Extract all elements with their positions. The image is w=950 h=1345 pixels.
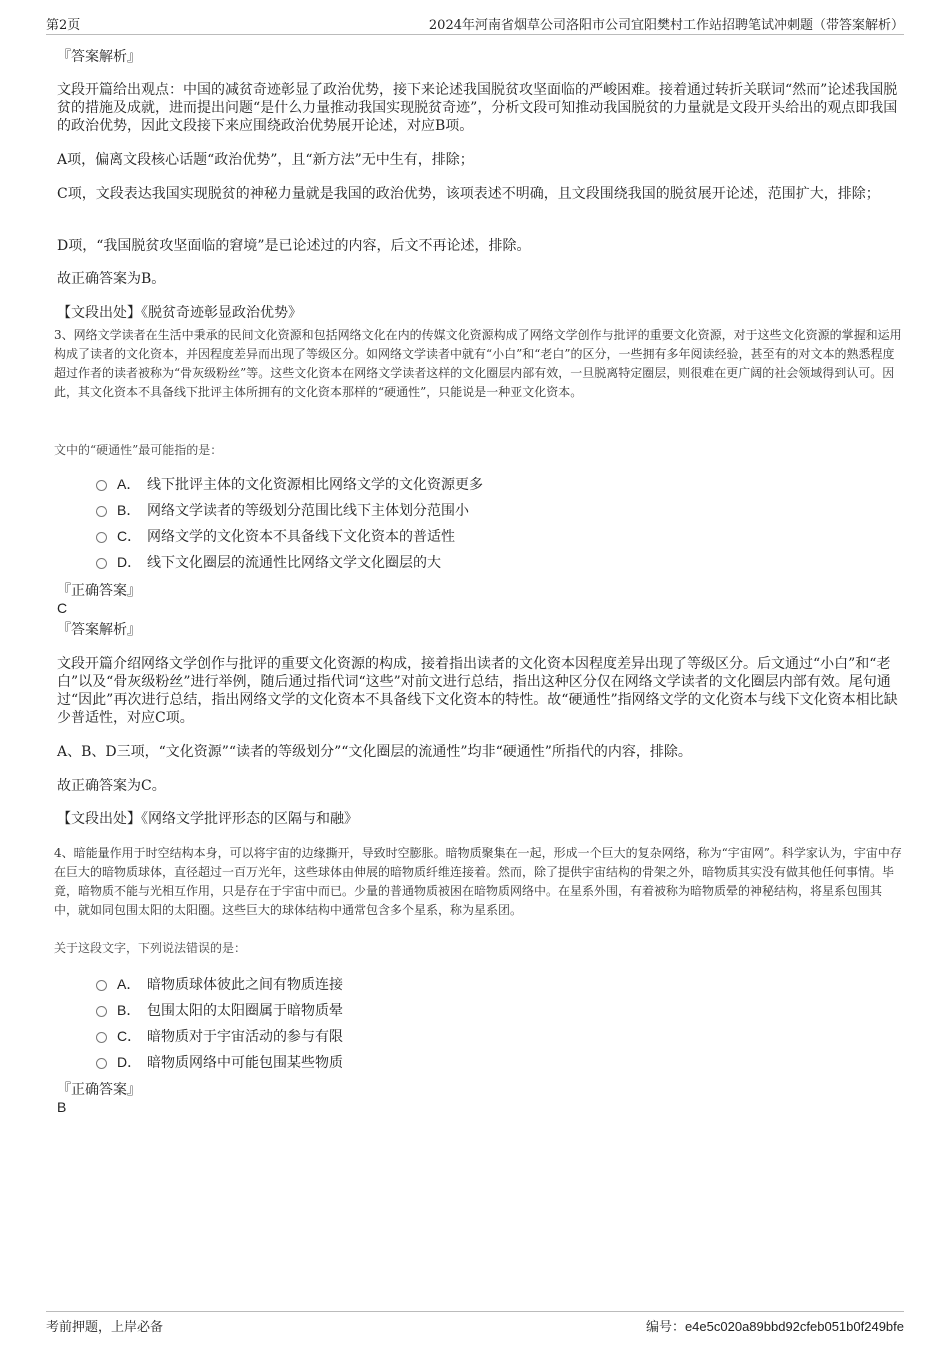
radio-icon[interactable] xyxy=(96,1058,107,1069)
footer-slogan: 考前押题，上岸必备 xyxy=(46,1320,164,1335)
q4-ask: 关于这段文字，下列说法错误的是： xyxy=(54,941,247,955)
q3-analysis-p1: 文段开篇介绍网络文学创作与批评的重要文化资源的构成，接着指出读者的文化资本因程度差异出现了等级区分。后文通过“小白”和“老白”以及“骨灰级粉丝”进行举例，随后通过指代词“这些”对前文进行总结，指出这种区分仅在网络文学读者的文化圈层内部有效。尾句通过“因此”再次进行总结，指出网络文学的文化资本不具备线下文化资本的特性。故“硬通性”指网络文学的文化资本与线下文化资本相比缺少普适性，对应C项。 xyxy=(57,656,898,726)
q2-analysis-p2: A项，偏离文段核心话题“政治优势”，且“新方法”无中生有，排除； xyxy=(57,152,474,168)
radio-icon[interactable] xyxy=(96,506,107,517)
q4-answer: B xyxy=(57,1099,67,1115)
q4-stem: 4、暗能量作用于时空结构本身，可以将宇宙的边缘撕开，导致时空膨胀。暗物质聚集在一起，形成一个巨大的复杂网络，称为“宇宙网”。科学家认为，宇宙中存在巨大的暗物质球体，直径超过一百万光年，这些球体由伸展的暗物质纤维连接着。然而，除了提供宇宙结构的骨架之外，暗物质其实没有做其他任何事情。毕竟，暗物质不能与光相互作用，只是存在于宇宙中而已。少量的普通物质被困在暗物质网络中。在星系外围，有着被称为暗物质晕的神秘结构，将星系包围其中，就如同包围太阳的太阳圈。这些巨大的球体结构中通常包含多个星系，称为星系团。 xyxy=(54,846,902,917)
q4-option-a[interactable]: A． 暗物质球体彼此之间有物质连接 xyxy=(96,974,343,994)
q2-analysis-p3: C项，文段表达我国实现脱贫的神秘力量就是我国的政治优势，该项表述不明确，且文段围绕我国的脱贫展开论述，范围扩大，排除； xyxy=(57,186,880,202)
radio-icon[interactable] xyxy=(96,1032,107,1043)
page-number: 第2页 xyxy=(46,18,81,33)
q3-option-b[interactable]: B． 网络文学读者的等级划分范围比线下主体划分范围小 xyxy=(96,500,469,520)
q3-stem: 3、网络文学读者在生活中秉承的民间文化资源和包括网络文化在内的传媒文化资源构成了网络文学创作与批评的重要文化资源，对于这些文化资源的掌握和运用构成了读者的文化资本，并因程度差异而出现了等级区分。如网络文学读者中就有“小白”和“老白”的区分，一些拥有多年阅读经验，甚至有的对文本的熟悉程度超过作者的读者被称为“骨灰级粉丝”等。这些文化资本在网络文学读者这样的文化圈层内部有效，一旦脱离特定圈层，则很难在更广阔的社会领域得到认可。因此，其文化资本不具备线下批评主体所拥有的文化资本那样的“硬通性”，只能说是一种亚文化资本。 xyxy=(54,328,902,399)
radio-icon[interactable] xyxy=(96,1006,107,1017)
document-code xyxy=(646,1316,904,1335)
q3-option-d[interactable]: D． 线下文化圈层的流通性比网络文学文化圈层的大 xyxy=(96,552,441,572)
q3-source: 【文段出处】《网络文学批评形态的区隔与和融》 xyxy=(57,811,358,827)
q2-analysis-p5: 故正确答案为B。 xyxy=(57,271,166,287)
document-title: 2024年河南省烟草公司洛阳市公司宜阳樊村工作站招聘笔试冲刺题（带答案解析） xyxy=(428,18,904,33)
radio-icon[interactable] xyxy=(96,980,107,991)
q4-option-d[interactable]: D． 暗物质网络中可能包围某些物质 xyxy=(96,1052,343,1072)
q3-option-c[interactable]: C． 网络文学的文化资本不具备线下文化资本的普适性 xyxy=(96,526,455,546)
q3-answer-title: 『正确答案』 xyxy=(57,583,141,599)
code-label: 编号： xyxy=(645,1320,685,1335)
q3-analysis-p3: 故正确答案为C。 xyxy=(57,778,166,794)
q3-answer: C xyxy=(57,600,68,616)
q3-ask: 文中的“硬通性”最可能指的是： xyxy=(54,443,223,457)
q4-answer-title: 『正确答案』 xyxy=(57,1082,141,1098)
q4-option-b[interactable]: B． 包围太阳的太阳圈属于暗物质晕 xyxy=(96,1000,343,1020)
page-footer xyxy=(46,1311,904,1336)
radio-icon[interactable] xyxy=(96,480,107,491)
q2-analysis-p4: D项，“我国脱贫攻坚面临的窘境”是已论述过的内容，后文不再论述，排除。 xyxy=(57,238,531,254)
q2-analysis-title: 『答案解析』 xyxy=(57,49,141,65)
radio-icon[interactable] xyxy=(96,532,107,543)
q2-source: 【文段出处】《脱贫奇迹彰显政治优势》 xyxy=(57,305,302,321)
page-header xyxy=(46,14,904,35)
q4-option-c[interactable]: C． 暗物质对于宇宙活动的参与有限 xyxy=(96,1026,343,1046)
q3-option-a[interactable]: A． 线下批评主体的文化资源相比网络文学的文化资源更多 xyxy=(96,474,483,494)
q3-analysis-p2: A、B、D三项，“文化资源”“读者的等级划分”“文化圈层的流通性”均非“硬通性”所指代的内容，排除。 xyxy=(57,744,692,760)
code-value: e4e5c020a89bbd92cfeb051b0f249bfe xyxy=(684,1319,904,1334)
q3-analysis-title: 『答案解析』 xyxy=(57,622,141,638)
q2-analysis-p1: 文段开篇给出观点：中国的减贫奇迹彰显了政治优势，接下来论述我国脱贫攻坚面临的严峻困难。接着通过转折关联词“然而”论述我国脱贫的措施及成就，进而提出问题“是什么力量推动我国实现脱贫奇迹”，分析文段可知推动我国脱贫的力量就是文段开头给出的观点即我国的政治优势，因此文段接下来应围绕政治优势展开论述，对应B项。 xyxy=(57,82,898,134)
radio-icon[interactable] xyxy=(96,558,107,569)
